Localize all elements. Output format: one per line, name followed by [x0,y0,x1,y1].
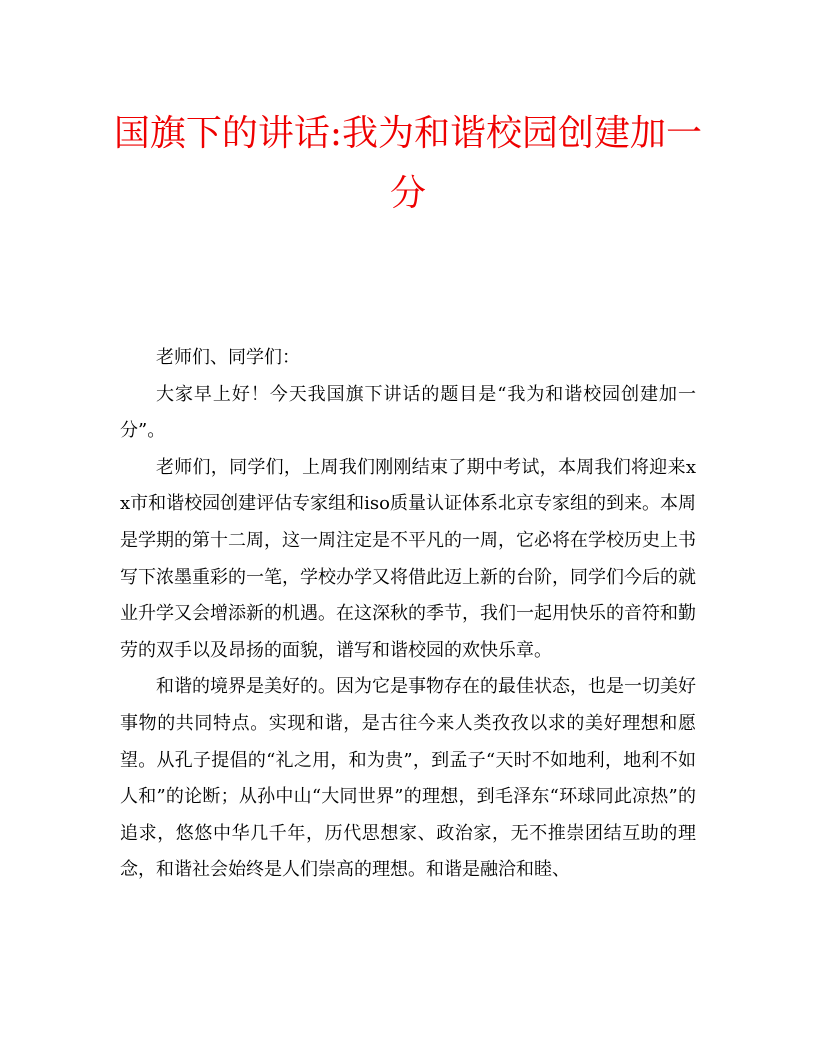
paragraph-harmony: 和谐的境界是美好的。因为它是事物存在的最佳状态，也是一切美好事物的共同特点。实现和谐，是古往今来人类孜孜以求的美好理想和愿望。从孔子提倡的“礼之用，和为贵”，到孟子“天时不如地利，地利不如人和”的论断；从孙中山“大同世界”的理想，到毛泽东“环球同此凉热”的追求，悠悠中华几千年，历代思想家、政治家，无不推崇团结互助的理念，和谐社会始终是人们崇高的理想。和谐是融洽和睦、 [120,676,696,881]
document-body [120,340,696,889]
paragraph-intro: 大家早上好！今天我国旗下讲话的题目是“我为和谐校园创建加一分”。 [120,383,696,442]
paragraph-greeting: 老师们、同学们： [156,347,300,368]
paragraph-week: 老师们，同学们，上周我们刚刚结束了期中考试，本周我们将迎来xx市和谐校园创建评估专家组和iso质量认证体系北京专家组的到来。本周是学期的第十二周，这一周注定是不平凡的一周，它必将在学校历史上书写下浓墨重彩的一笔，学校办学又将借此迈上新的台阶，同学们今后的就业升学又会增添新的机遇。在这深秋的季节，我们一起用快乐的音符和勤劳的双手以及昂扬的面貌，谱写和谐校园的欢快乐章。 [120,456,696,661]
document-title: 国旗下的讲话:我为和谐校园创建加一分 [113,113,703,214]
